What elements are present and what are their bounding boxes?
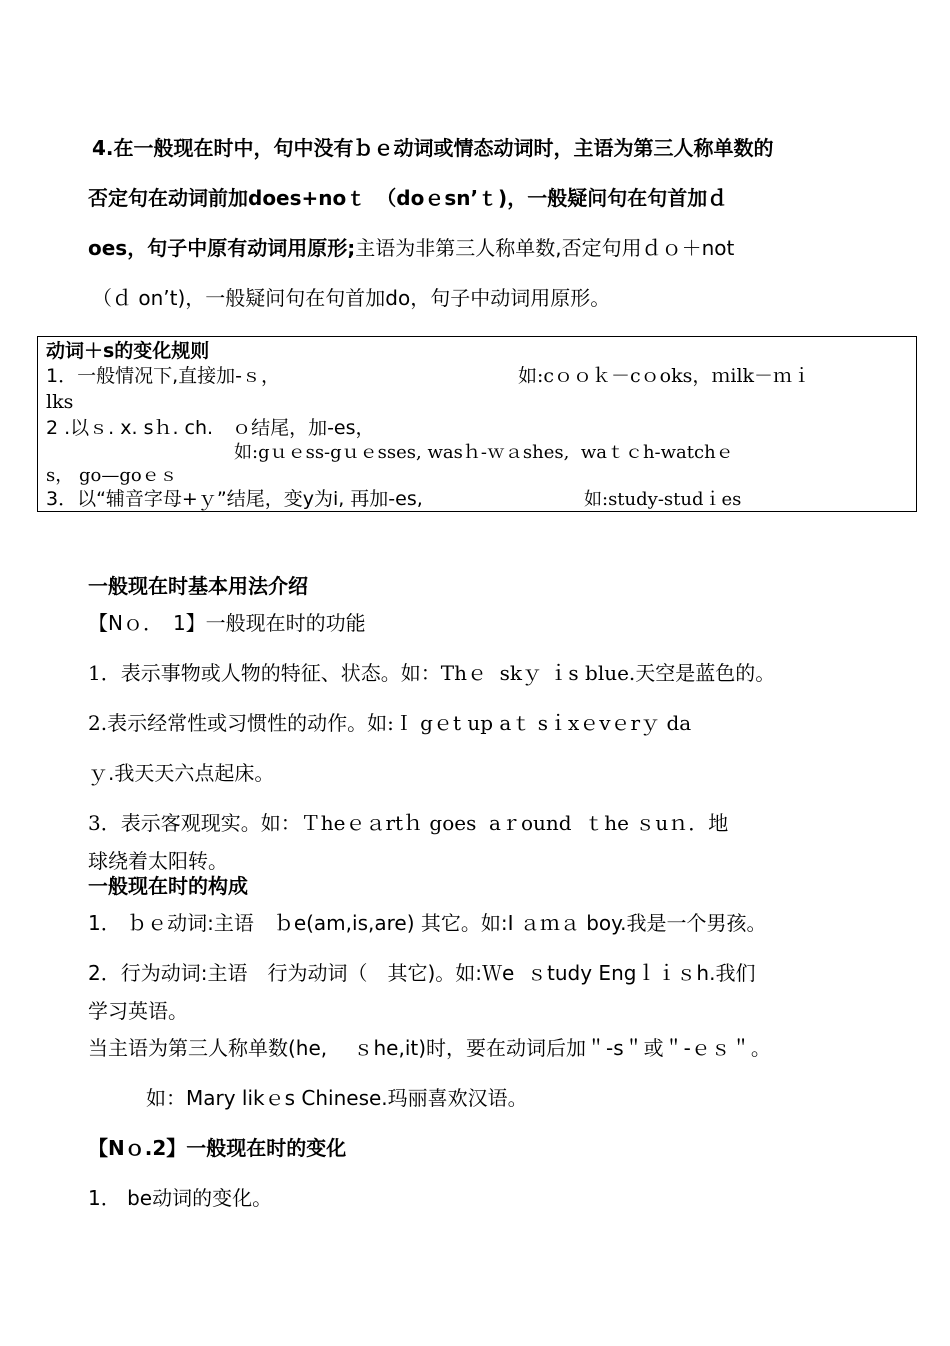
para4-line4: （ｄ on’t)，一般疑问句在句首加do，句子中动词用原形。: [92, 286, 611, 310]
usage-item3: 3．表示客观现实。如：Ｔheｅａrtｈ goes aｒound ｔhe ｓuｎ．地: [88, 811, 729, 835]
para4-line3: [88, 235, 734, 261]
usage-item1: 1．表示事物或人物的特征、状态。如：Thｅ skｙ ｉs blue.天空是蓝色的。: [88, 661, 776, 685]
third-person-example: 如：Mary likｅs Chinese.玛丽喜欢汉语。: [146, 1086, 528, 1110]
verb-s-rules-box: [37, 336, 917, 512]
usage-item2: 2.表示经常性或习惯性的动作。如:Ｉ gｅt up aｔ sｉxｅvｅrｙ da: [88, 711, 692, 735]
structure-heading: 一般现在时的构成: [88, 874, 248, 898]
usage-item2-cont: ｙ.我天天六点起床。: [88, 761, 275, 785]
third-person-rule: 当主语为第三人称单数(he, ｓhe,it)时，要在动词后加＂-s＂或＂-ｅｓ＂。: [88, 1036, 771, 1060]
usage-heading: 一般现在时基本用法介绍: [88, 574, 308, 598]
rule1-example-cont: lks: [46, 391, 74, 413]
no2-item1: 1． be动词的变化。: [88, 1186, 273, 1210]
rules-box-title: 动词＋s的变化规则: [46, 340, 210, 362]
rule2-text: 2 .以ｓ. x. sｈ. ch. ｏ结尾，加-es，: [46, 417, 375, 439]
rule3-example: 如:study-studｉes: [584, 489, 742, 510]
rule1-text: 1．一般情况下,直接加-ｓ，: [46, 365, 280, 387]
structure-item2-cont: 学习英语。: [88, 999, 188, 1023]
rule2-example: 如:gｕｅss-gｕｅsses, wasｈ-ｗａshes, waｔｃh-watchｅ: [234, 442, 734, 463]
structure-item1: 1． ｂｅ动词:主语 ｂe(am,is,are) 其它。如:I ａｍａ boy.我是一个男孩。: [88, 911, 767, 935]
para4-line1: 4.在一般现在时中，句中没有ｂｅ动词或情态动词时，主语为第三人称单数的: [92, 136, 774, 160]
para4-line3-bold: oes，句子中原有动词用原形;: [88, 236, 356, 260]
para4-line2: 否定句在动词前加does+noｔ （doｅsn’ｔ)，一般疑问句在句首加ｄ: [88, 186, 728, 210]
no1-title: 【Nｏ． 1】一般现在时的功能: [88, 611, 366, 635]
rule1-example: 如:cｏｏｋ－cｏoks，ｍilk－ｍｉ: [518, 365, 812, 387]
para4-line3-rest: 主语为非第三人称单数,否定句用ｄｏ＋not: [355, 236, 735, 260]
structure-item2: 2．行为动词:主语 行为动词（ 其它)。如:Ｗe ｓtudy Engｌｉｓh.我们: [88, 961, 756, 985]
rule3-text: 3．以“辅音字母+ｙ”结尾，变y为i, 再加-es,: [46, 488, 423, 510]
no2-title: 【Nｏ.2】一般现在时的变化: [88, 1136, 347, 1160]
usage-item3-cont: 球绕着太阳转。: [88, 849, 228, 873]
rule2-example-cont: s， go—goｅｓ: [46, 465, 178, 486]
